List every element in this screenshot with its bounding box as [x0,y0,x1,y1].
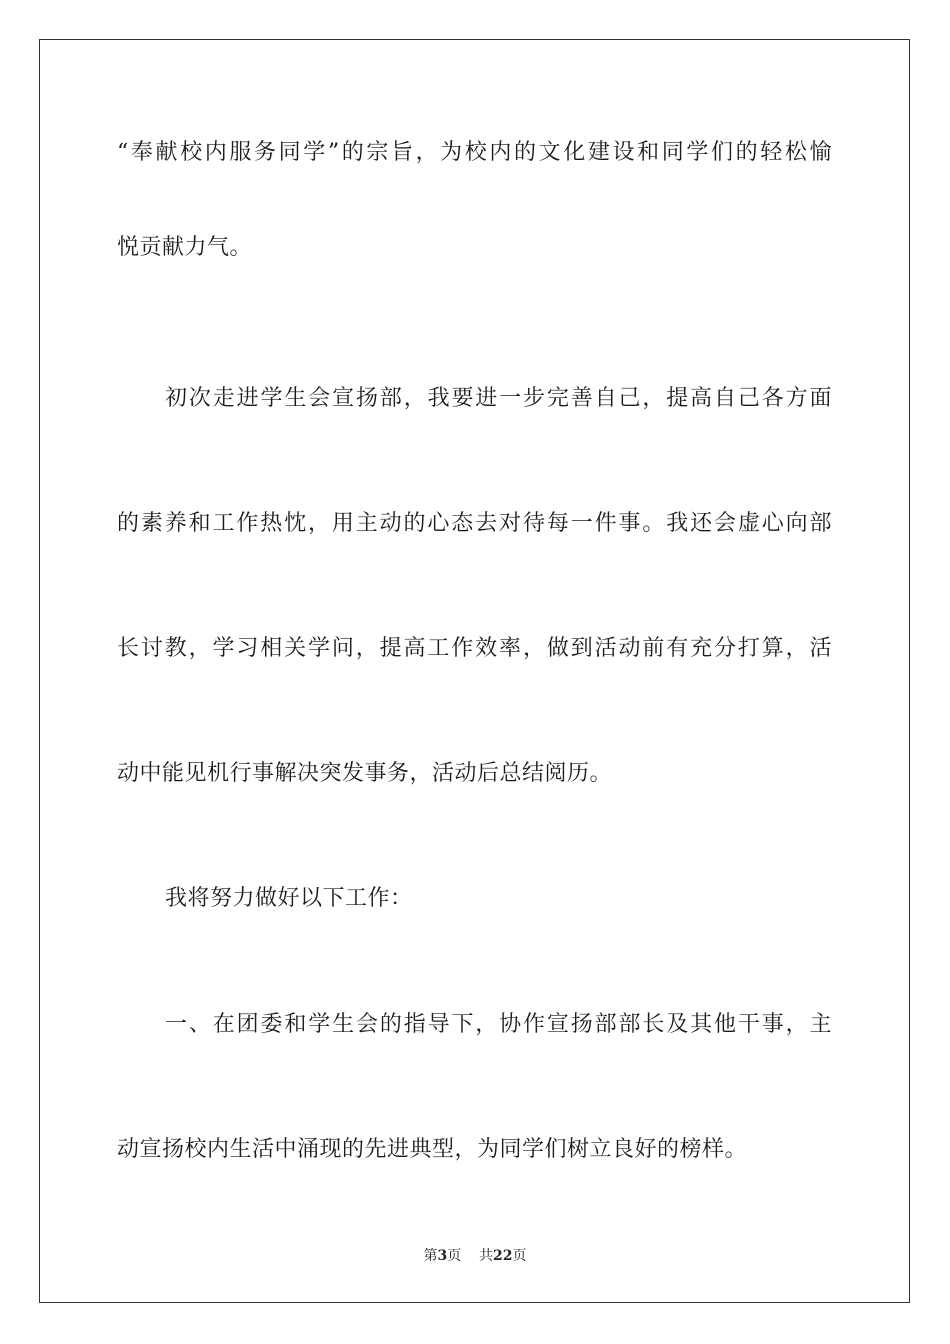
text-line-4: 的素养和工作热忱，用主动的心态去对待每一件事。我还会虚心向部 [117,511,832,536]
text-line-8: 一、在团委和学生会的指导下，协作宣扬部部长及其他干事，主 [165,1012,832,1037]
page-border [39,39,910,1303]
text-line-5: 长讨教，学习相关学问，提高工作效率，做到活动前有充分打算，活 [117,636,832,661]
total-prefix: 共 [479,1248,494,1264]
text-line-7: 我将努力做好以下工作： [165,886,413,911]
text-line-2: 悦贡献力气。 [117,235,253,260]
text-line-9: 动宣扬校内生活中涌现的先进典型，为同学们树立良好的榜样。 [117,1137,748,1162]
total-suffix: 页 [512,1248,527,1264]
page-suffix: 页 [447,1248,462,1264]
page-footer [0,1246,950,1266]
text-line-3: 初次走进学生会宣扬部，我要进一步完善自己，提高自己各方面 [165,386,832,411]
page-prefix: 第 [423,1248,438,1264]
page-current: 3 [437,1248,448,1264]
page-total: 22 [493,1248,513,1264]
text-line-6: 动中能见机行事解决突发事务，活动后总结阅历。 [117,761,613,786]
text-line-1: “奉献校内服务同学”的宗旨，为校内的文化建设和同学们的轻松愉 [117,140,832,165]
